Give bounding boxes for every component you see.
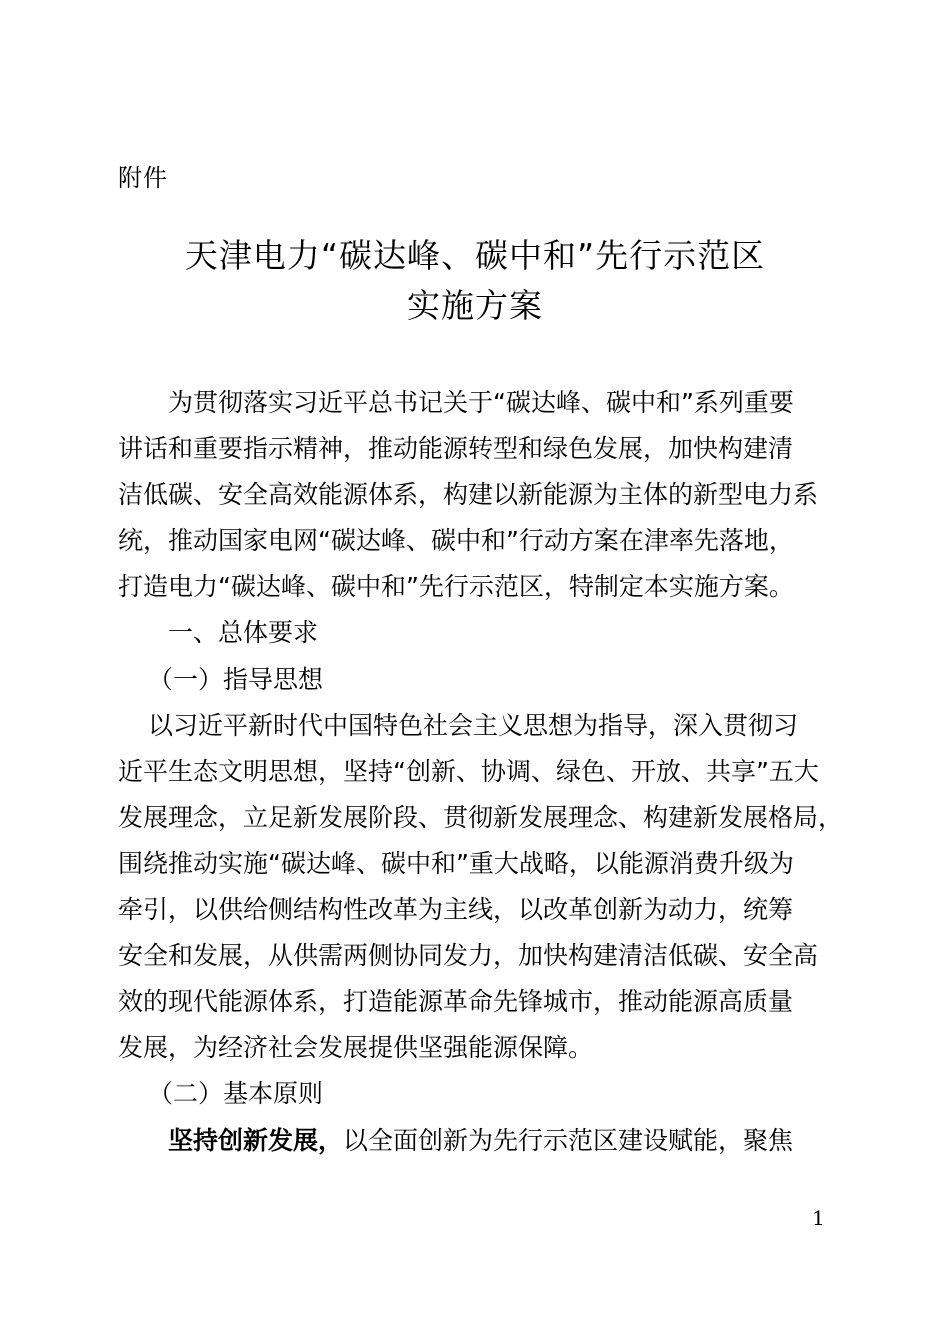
page-number: 1	[812, 1206, 825, 1230]
section-heading-general-requirements: 一、总体要求	[168, 618, 319, 648]
guiding-ideology-line: 发展理念，立足新发展阶段、贯彻新发展理念、构建新发展格局，	[118, 802, 844, 832]
subsection-heading-basic-principles: （二）基本原则	[148, 1079, 324, 1109]
intro-line: 打造电力“碳达峰、碳中和”先行示范区，特制定本实施方案。	[118, 572, 794, 602]
guiding-ideology-line: 近平生态文明思想，坚持“创新、协调、绿色、开放、共享”五大	[118, 756, 819, 786]
document-body	[118, 380, 844, 1164]
principle-innovation-title: 坚持创新发展，	[168, 1125, 344, 1155]
intro-line: 统，推动国家电网“碳达峰、碳中和”行动方案在津率先落地，	[118, 526, 794, 556]
guiding-ideology-line: 效的现代能源体系，打造能源革命先锋城市，推动能源高质量	[118, 987, 794, 1017]
guiding-ideology-line: 牵引，以供给侧结构性改革为主线，以改革创新为动力，统筹	[118, 895, 794, 925]
document-title-line-2: 实施方案	[407, 286, 543, 325]
intro-line: 讲话和重要指示精神，推动能源转型和绿色发展，加快构建清	[118, 434, 794, 464]
guiding-ideology-line: 发展，为经济社会发展提供坚强能源保障。	[118, 1033, 594, 1063]
principle-innovation-text: 以全面创新为先行示范区建设赋能，聚焦	[343, 1125, 794, 1155]
document-title-line-1: 天津电力“碳达峰、碳中和”先行示范区	[184, 236, 766, 275]
intro-line: 洁低碳、安全高效能源体系，构建以新能源为主体的新型电力系	[118, 480, 819, 510]
guiding-ideology-line: 围绕推动实施“碳达峰、碳中和”重大战略，以能源消费升级为	[118, 848, 794, 878]
attachment-label: 附件	[118, 164, 168, 192]
guiding-ideology-line: 以习近平新时代中国特色社会主义思想为指导，深入贯彻习	[148, 710, 799, 740]
principle-innovation-line	[118, 1118, 838, 1164]
intro-line: 为贯彻落实习近平总书记关于“碳达峰、碳中和”系列重要	[168, 388, 794, 417]
guiding-ideology-line: 安全和发展，从供需两侧协同发力，加快构建清洁低碳、安全高	[118, 941, 819, 971]
subsection-heading-guiding-ideology: （一）指导思想	[148, 664, 324, 694]
